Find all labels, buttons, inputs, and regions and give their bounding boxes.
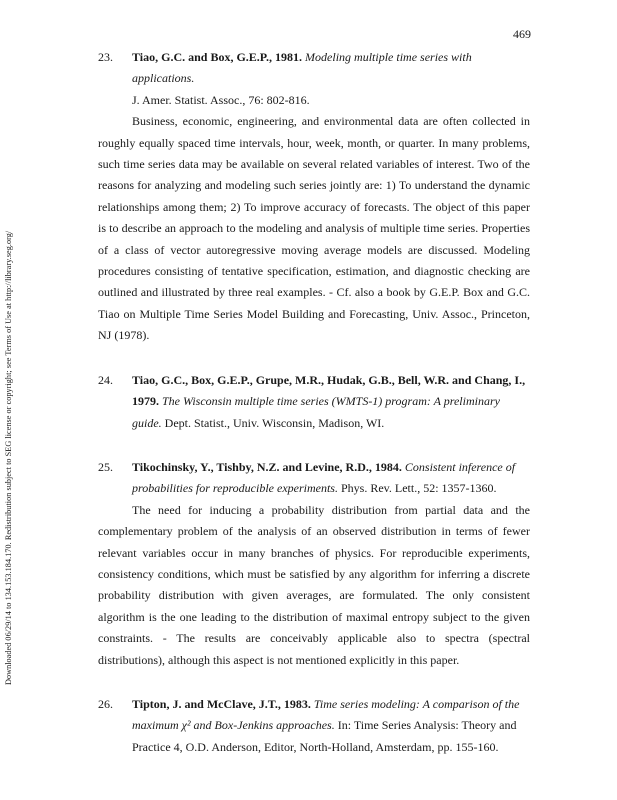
citation xyxy=(132,370,530,434)
title: Consistent inference of probabilities for reproducible experiments. xyxy=(132,459,516,496)
reference-entry-26 xyxy=(98,694,530,758)
entry-number: 23. xyxy=(98,50,113,64)
authors: Tiao, G.C. and Box, G.E.P., 1981. xyxy=(132,50,303,64)
abstract-text: Business, economic, engineering, and environmental data are often collected in roughly equally spaced time intervals, hour, week, month, or quarter. In many problems, such time series data may be available on several related variables of interest. Two of the reasons for analyzing and modeling such series jointly are: 1) To understand the dynamic relationships among them; 2) To improve accuracy of forecasts. The object of this paper is to describe an approach to the modeling and analysis of multiple time series. Properties of a class of vector autoregressive moving average models are discussed. Modeling procedures consisting of tentative specification, estimation, and diagnostic checking are outlined and illustrated by three real examples. - Cf. also a book by G.E.P. Box and G.C. Tiao on Multiple Time Series Model Building and Forecasting, Univ. Assoc., Princeton, NJ (1978). xyxy=(98,114,530,343)
reference-list xyxy=(98,47,530,758)
entry-number: 25. xyxy=(98,459,113,474)
reference-entry-23 xyxy=(98,47,530,347)
title: Time series modeling: A comparison of the maximum χ² and Box-Jenkins approaches. xyxy=(132,696,520,733)
download-notice: Downloaded 06/29/14 to 134.153.184.170. Redistribution subject to SEG license or copyright; see Terms of Use at http://library.seg.org/ xyxy=(4,230,13,685)
abstract xyxy=(98,500,530,671)
abstract-text: The need for inducing a probability distribution from partial data and the complementary problem of the analysis of an observed distribution in terms of fewer relevant variables occur in many branches of physics. For reproducible experiments, consistency conditions, which must be satisfied by any algorithm for inferring a discrete probability distribution with given averages, are formulated. The only consistent algorithm is the one leading to the distribution of maximal entropy subject to the given constraints. - The results are conceivably applicable also to spectra (spectral distributions), although this aspect is not mentioned explicitly in this paper. xyxy=(98,502,530,667)
entry-number: 24. xyxy=(98,372,113,387)
authors: Tiao, G.C., Box, G.E.P., Grupe, M.R., Hudak, G.B., Bell, W.R. and Chang, I., 1979. xyxy=(132,372,526,409)
authors: Tikochinsky, Y., Tishby, N.Z. and Levine, R.D., 1984. xyxy=(132,459,402,474)
source: J. Amer. Statist. Assoc., 76: 802-816. xyxy=(132,92,310,107)
source: Dept. Statist., Univ. Wisconsin, Madison, WI. xyxy=(164,415,385,430)
citation xyxy=(132,47,530,111)
source: In: Time Series Analysis: Theory and Practice 4, O.D. Anderson, Editor, North-Holland, Amsterdam, pp. 155-160. xyxy=(132,718,517,754)
abstract xyxy=(98,111,530,346)
title: The Wisconsin multiple time series (WMTS-1) program: A preliminary guide. xyxy=(132,394,500,430)
entry-number: 26. xyxy=(98,696,113,711)
citation xyxy=(132,457,530,500)
reference-entry-25 xyxy=(98,457,530,671)
source: Phys. Rev. Lett., 52: 1357-1360. xyxy=(340,481,497,496)
title: Modeling multiple time series with applications. xyxy=(132,50,472,86)
page-number: 469 xyxy=(513,27,531,41)
reference-entry-24 xyxy=(98,370,530,434)
authors: Tipton, J. and McClave, J.T., 1983. xyxy=(132,696,311,711)
citation xyxy=(132,694,530,758)
